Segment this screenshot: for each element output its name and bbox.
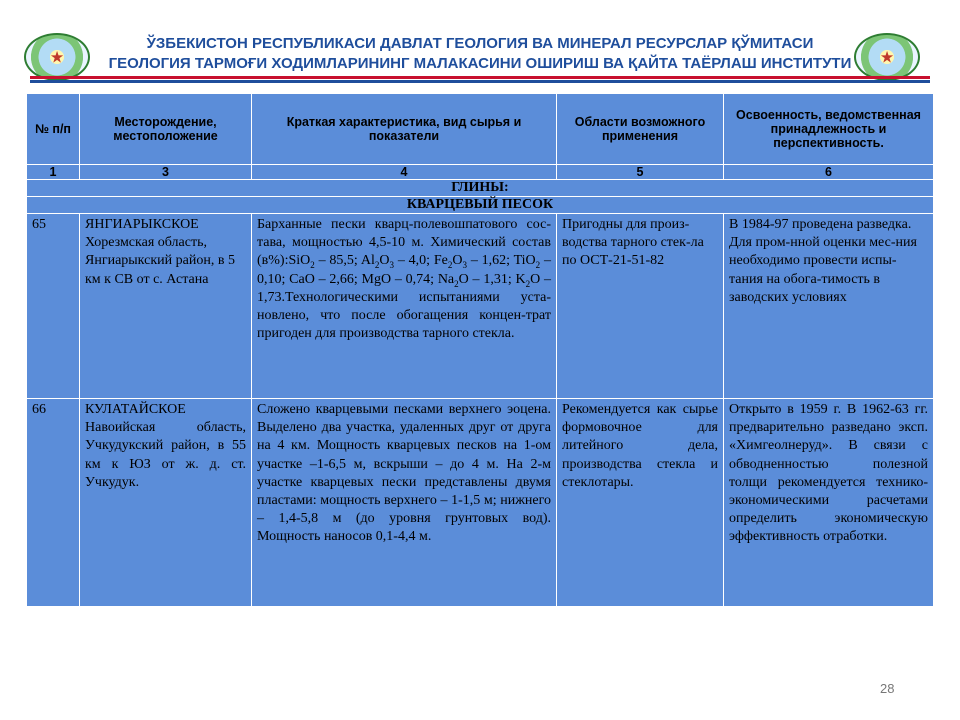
header-rule-blue bbox=[30, 80, 930, 83]
column-number: 6 bbox=[724, 165, 934, 180]
star-icon: ★ bbox=[879, 47, 895, 67]
row-number: 65 bbox=[27, 214, 80, 399]
table-header-row bbox=[27, 94, 934, 165]
column-number: 4 bbox=[252, 165, 557, 180]
column-number: 5 bbox=[557, 165, 724, 180]
header-line-2: ГЕОЛОГИЯ ТАРМОҒИ ХОДИМЛАРИНИНГ МАЛАКАСИНИ ОШИРИШ ВА ҚАЙТА ТАЁРЛАШ ИНСТИТУТИ bbox=[108, 55, 852, 72]
deposit-location: Навоийская область, Учкудукский район, в 55 км к ЮЗ от ж. д. ст. Учкудук. bbox=[85, 420, 246, 490]
section-row-clays bbox=[27, 180, 934, 197]
deposit-cell bbox=[80, 399, 252, 607]
section-title: КВАРЦЕВЫЙ ПЕСОК bbox=[27, 197, 934, 214]
status-cell: В 1984-97 проведена разведка. Для пром-нной оценки мес-ния необходимо провести испы-тания на обога-тимость в заводских условиях bbox=[724, 214, 934, 399]
deposit-name: КУЛАТАЙСКОЕ bbox=[85, 402, 186, 417]
deposits-table bbox=[26, 93, 934, 607]
col-header-description: Краткая характеристика, вид сырья и показатели bbox=[252, 94, 557, 165]
row-number: 66 bbox=[27, 399, 80, 607]
header-line-1: ЎЗБЕКИСТОН РЕСПУБЛИКАСИ ДАВЛАТ ГЕОЛОГИЯ ВА МИНЕРАЛ РЕСУРСЛАР ҚЎМИТАСИ bbox=[146, 35, 814, 52]
application-cell: Пригодны для произ-водства тарного стек-ла по ОСТ-21-51-82 bbox=[557, 214, 724, 399]
section-title: ГЛИНЫ: bbox=[27, 180, 934, 197]
column-number: 1 bbox=[27, 165, 80, 180]
page-header bbox=[78, 34, 882, 74]
section-row-quartz-sand bbox=[27, 197, 934, 214]
deposit-name: ЯНГИАРЫКСКОЕ bbox=[85, 217, 199, 232]
column-number: 3 bbox=[80, 165, 252, 180]
column-number-row bbox=[27, 165, 934, 180]
table-row bbox=[27, 214, 934, 399]
description-cell: Барханные пески кварц-полевошпатового сос-тава, мощностью 4,5-10 м. Химический состав (в%):SiO$_2$ – 85,5; $Al_2O_3 - 4,0$; $Fe_2O_3 - 1,62$; TiO$_2$ – 0,10; CaO – 2,66; MgO – 0,74; $Na_2O - 1,31$; $K_2O$ – 1,73.Технологическими испытаниями уста-новлено, что после обогащения концен-трат пригоден для производства тарного стекла. bbox=[252, 214, 557, 399]
description-cell: Сложено кварцевыми песками верхнего эоцена. Выделено два участка, удаленных друг от друга на 4 км. Мощность кварцевых песков на 1-ом участке –1-6,5 м, вскрыши – до 4 м. На 2-м участке кварцевых пески представлены двумя пластами: мощность верхнего – 1-1,5 м; нижнего – 1,4-5,8 м (до уровня грунтовых вод). Мощность наносов 0,1-4,4 м. bbox=[252, 399, 557, 607]
col-header-number: № п/п bbox=[27, 94, 80, 165]
deposit-cell bbox=[80, 214, 252, 399]
status-cell: Открыто в 1959 г. В 1962-63 гг. предварительно разведано эксп. «Химгеолнеруд». В связи с обводненностью полезной толщи рекомендуется технико-экономическими расчетами определить экономическую эффективность отработки. bbox=[724, 399, 934, 607]
star-icon: ★ bbox=[49, 47, 65, 67]
application-cell: Рекомендуется как сырье формовочное для литейного дела, производства стекла и стеклотары. bbox=[557, 399, 724, 607]
table-row bbox=[27, 399, 934, 607]
col-header-deposit: Месторождение, местоположение bbox=[80, 94, 252, 165]
header-rule-red bbox=[30, 76, 930, 79]
col-header-status: Освоенность, ведомственная принадлежность и перспективность. bbox=[724, 94, 934, 165]
col-header-application: Области возможного применения bbox=[557, 94, 724, 165]
deposit-location: Хорезмская область, Янгиарыкский район, в 5 км к СВ от с. Астана bbox=[85, 235, 235, 287]
page-number: 28 bbox=[880, 681, 895, 696]
